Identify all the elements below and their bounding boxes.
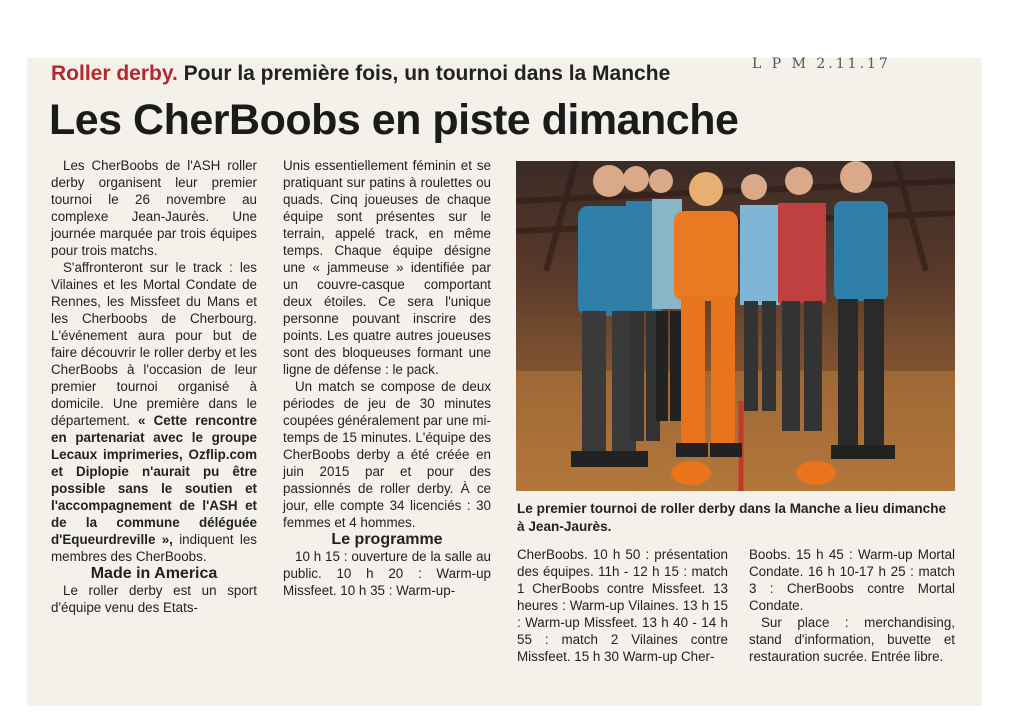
subheading-made-in-america: Made in America xyxy=(90,565,218,582)
kicker-text: Pour la première fois, un tournoi dans la Manche xyxy=(183,62,671,85)
article-column-3 xyxy=(517,546,728,665)
article-column-4 xyxy=(749,546,955,665)
photo-caption: Le premier tournoi de roller derby dans la Manche a lieu dimanche à Jean-Jaurès. xyxy=(517,501,947,534)
paragraph: Les CherBoobs de l'ASH roller derby organisent leur premier tournoi le 26 novembre au complexe Jean-Jaurès. Une journée marquée par trois équipes pour trois matchs. xyxy=(51,158,257,258)
handwritten-date-note: L P M 2.11.17 xyxy=(752,56,891,72)
roller-derby-team-illustration xyxy=(516,161,955,491)
headline: Les CherBoobs en piste dimanche xyxy=(49,96,739,144)
team-photo xyxy=(516,161,955,491)
article-column-1 xyxy=(51,157,257,616)
paragraph: 10 h 15 : ouverture de la salle au public. 10 h 20 : Warm-up Missfeet. 10 h 35 : Warm-up- xyxy=(283,549,491,598)
partner-quote: « Cette rencontre en partenariat avec le groupe Lecaux imprimeries, Ozflip.com et Diplopie n'aurait pu être possible sans le soutien et l'accompagnement de l'ASH et de la commune déléguée d'Equeurdreville », xyxy=(51,413,257,547)
paragraph: CherBoobs. 10 h 50 : présentation des équipes. 11h - 12 h 15 : match 1 CherBoobs contre Missfeet. 13 heures : Warm-up Vilaines. 13 h 15 : Warm-up Missfeet. 13 h 40 - 14 h 55 : match 2 Vilaines contre Missfeet. 15 h 30 Warm-up Cher- xyxy=(517,547,728,664)
paragraph: Unis essentiellement féminin et se pratiquant sur patins à roulettes ou quads. Cinq joueuses de chaque équipe sont présentes sur le terrain, appelé track, en même temps. Chaque équipe désigne une « jammeuse » identifiée par un couvre-casque comportant deux étoiles. Ce sera l'unique personne pouvant inscrire des points. Les quatre autres joueuses sont des bloqueuses formant une ligne de défense : le pack. xyxy=(283,158,491,377)
paragraph: Sur place : merchandising, stand d'information, buvette et restauration sucrée. Entrée libre. xyxy=(749,615,955,664)
kicker-line xyxy=(51,62,670,86)
paragraph: Un match se compose de deux périodes de jeu de 30 minutes coupées généralement par une mi-temps de 15 minutes. L'équipe des CherBoobs derby a été créée en juin 2015 par et pour des passionnés de roller derby. À ce jour, elle compte 34 licenciés : 30 femmes et 4 hommes. xyxy=(283,379,491,530)
subheading-programme: Le programme xyxy=(331,531,443,548)
skate-wheel-left xyxy=(671,461,711,485)
paragraph: Boobs. 15 h 45 : Warm-up Mortal Condate. 16 h 10-17 h 25 : match 3 : CherBoobs contre Mortal Condate. xyxy=(749,547,955,613)
article-column-2 xyxy=(283,157,491,599)
paragraph: Le roller derby est un sport d'équipe venu des Etats- xyxy=(51,583,257,615)
paragraph: S'affronteront sur le track : les Vilaines et les Mortal Condate de Rennes, les Missfeet du Mans et les Cherboobs de Cherbourg. L'événement aura pour but de faire découvrir le roller derby et les CherBoobs à l'occasion de leur premier tournoi organisé à domicile. Une première dans le département. « Cette rencontre en partenariat avec le groupe Lecaux imprimeries, Ozflip.com et Diplopie n'aurait pu être possible sans le soutien et l'accompagnement de l'ASH et de la commune déléguée d'Equeurdreville », indiquent les membres des CherBoobs. xyxy=(51,260,257,564)
section-label: Roller derby. xyxy=(51,62,178,85)
skate-wheel-right xyxy=(796,461,836,485)
